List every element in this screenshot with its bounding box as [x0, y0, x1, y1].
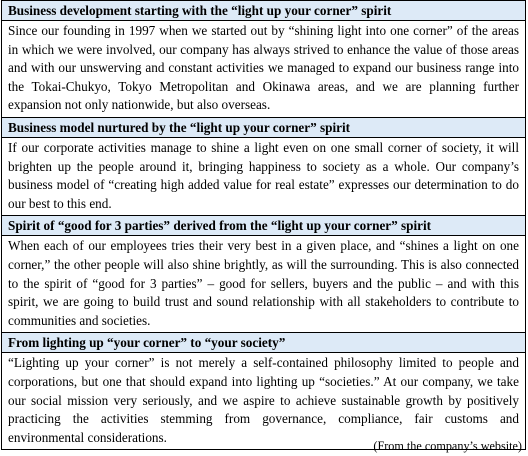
- philosophy-table: [1, 0, 526, 450]
- section-body: “Lighting up your corner” is not merely a self-contained philosophy limited to people and corporations, but one that should expand into lighting up “societies.” At our company, we take our social mission very seriously, and we aspire to achieve sustainable growth by positively practicing the activities stemming from governance, compliance, fair customs and environmental considerations.: [8, 355, 519, 445]
- section-heading: Business development starting with the “light up your corner” spirit: [2, 1, 525, 21]
- section-heading: Business model nurtured by the “light up your corner” spirit: [2, 118, 525, 138]
- section-body: If our corporate activities manage to shine a light even on one small corner of society, it will brighten up the people around it, bringing happiness to society as a whole. Our company’s business model of “creating high added value for real estate” expresses our determination to do our best to this end.: [8, 139, 519, 211]
- section-your-society: [2, 332, 525, 449]
- section-body: Since our founding in 1997 when we started out by “shining light into one corner” of the areas in which we were involved, our company has always strived to enhance the value of those areas and with our unswerving and constant activities we managed to expand our business range into the Tokai-Chukyo, Tokyo Metropolitan and Okinawa areas, and we are planning further expansion not only nationwide, but also overseas.: [8, 23, 519, 113]
- section-business-model: [2, 117, 525, 215]
- section-good-for-3-parties: [2, 215, 525, 332]
- section-heading: Spirit of “good for 3 parties” derived from the “light up your corner” spirit: [2, 216, 525, 236]
- source-note: (From the company’s website): [373, 439, 522, 453]
- section-heading: From lighting up “your corner” to “your society”: [2, 333, 525, 353]
- section-business-development: [2, 1, 525, 117]
- section-body: When each of our employees tries their very best in a given place, and “shines a light on one corner,” the other people will also shine brightly, as will the surrounding. This is also connected to the spirit of “good for 3 parties” – good for sellers, buyers and the public – and with this spirit, we are going to build trust and sound relationship with all stakeholders to contribute to communities and societies.: [8, 238, 519, 328]
